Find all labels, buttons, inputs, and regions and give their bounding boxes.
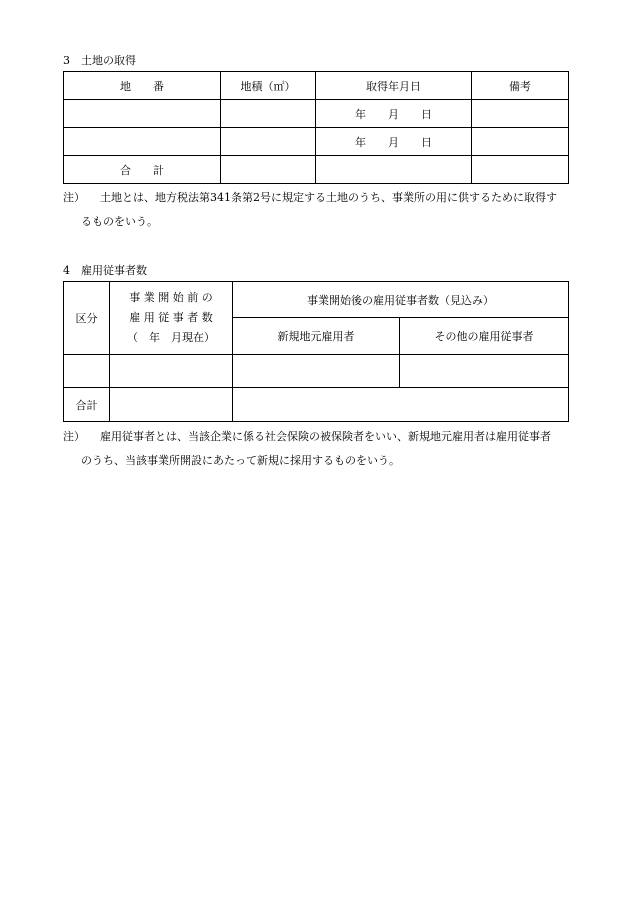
total-remarks-cell[interactable] [472, 156, 569, 184]
header-before-line3: （ 年 月現在） [127, 331, 215, 344]
section4-note-line1: 雇用従事者とは、当該企業に係る社会保険の被保険者をいい、新規地元雇用者は雇用従事者 [100, 430, 551, 443]
header-acquisition-date: 取得年月日 [316, 72, 472, 100]
section3-heading: 3 土地の取得 [63, 54, 136, 67]
total-row [64, 156, 569, 184]
header-other: その他の雇用従事者 [400, 318, 569, 355]
lot-number-cell[interactable] [64, 100, 221, 128]
header-new-local: 新規地元雇用者 [233, 318, 400, 355]
section4-heading: 4 雇用従事者数 [63, 264, 147, 277]
total-date-cell[interactable] [316, 156, 472, 184]
other-count-cell[interactable] [400, 355, 569, 388]
header-before-line2: 雇 用 従 事 者 数 [129, 311, 213, 324]
header-lot-number: 地 番 [64, 72, 221, 100]
section3-note-label: 注） [63, 191, 85, 204]
area-cell[interactable] [221, 100, 316, 128]
total-area-cell[interactable] [221, 156, 316, 184]
header-area: 地積（㎡） [221, 72, 316, 100]
header-before-line1: 事 業 開 始 前 の [129, 291, 213, 304]
employees-table [63, 281, 569, 422]
section3-note-line2: るものをいう。 [81, 215, 158, 228]
area-cell[interactable] [221, 128, 316, 156]
header-after-start: 事業開始後の雇用従事者数（見込み） [233, 282, 569, 318]
header-kubun: 区分 [64, 282, 110, 355]
table-row [64, 355, 569, 388]
remarks-cell[interactable] [472, 100, 569, 128]
section3-note-line1: 土地とは、地方税法第341条第2号に規定する土地のうち、事業所の用に供するために取得す [100, 191, 557, 204]
acquisition-date-cell[interactable]: 年 月 日 [316, 128, 472, 156]
acquisition-date-cell[interactable]: 年 月 日 [316, 100, 472, 128]
before-count-cell[interactable] [110, 355, 233, 388]
remarks-cell[interactable] [472, 128, 569, 156]
section4-note-label: 注） [63, 430, 85, 443]
header-remarks: 備考 [472, 72, 569, 100]
total-row [64, 388, 569, 422]
total-after-cell[interactable] [233, 388, 569, 422]
kubun-cell[interactable] [64, 355, 110, 388]
table-row [64, 128, 569, 156]
total-label: 合計 [64, 388, 110, 422]
land-acquisition-table [63, 71, 569, 184]
header-before-start [110, 282, 233, 355]
total-label: 合 計 [64, 156, 221, 184]
new-local-count-cell[interactable] [233, 355, 400, 388]
section4-note-line2: のうち、当該事業所開設にあたって新規に採用するものをいう。 [81, 454, 400, 467]
lot-number-cell[interactable] [64, 128, 221, 156]
table-row [64, 100, 569, 128]
total-before-cell[interactable] [110, 388, 233, 422]
